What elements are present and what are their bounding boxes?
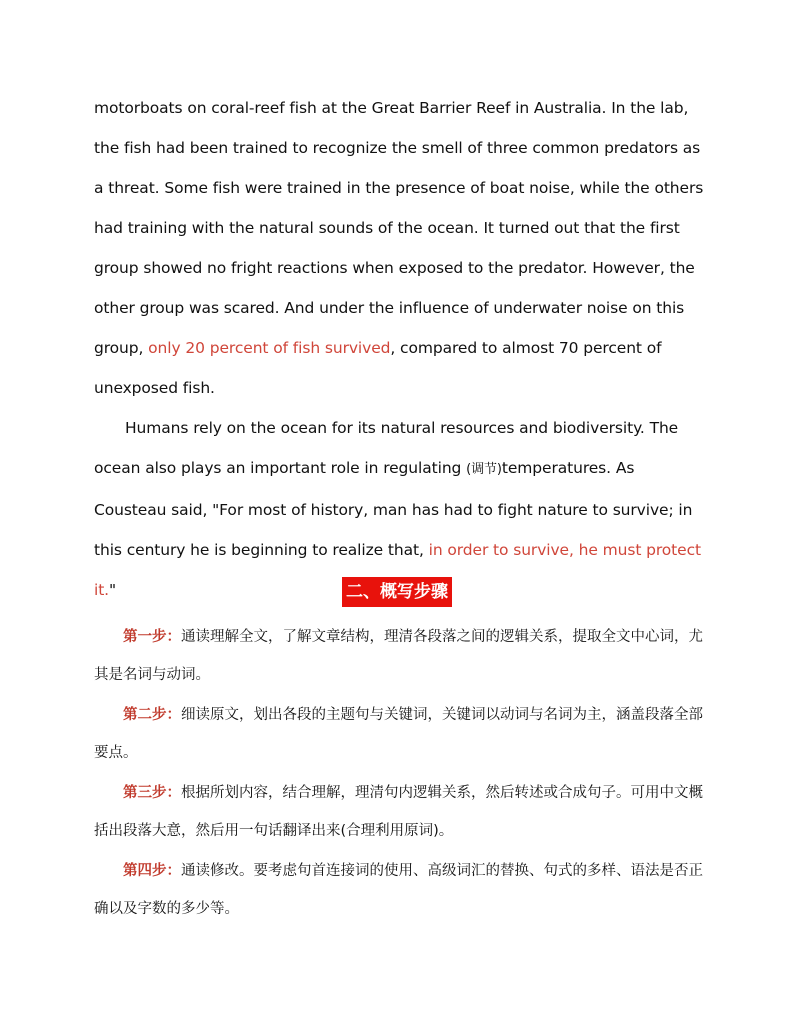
p1-text-b: , compared to almost 70 percent of unexposed fish. bbox=[94, 339, 662, 397]
step-item bbox=[94, 852, 706, 928]
step-item bbox=[94, 696, 706, 772]
step-label: 第四步： bbox=[123, 863, 181, 879]
step-label: 第一步： bbox=[123, 629, 181, 645]
english-passage bbox=[94, 88, 706, 610]
p1-text-a: motorboats on coral-reef fish at the Great Barrier Reef in Australia. In the lab, the fish had been trained to recognize the smell of three common predators as a threat. Some fish were trained in the presence of boat noise, while the others had training with the natural sounds of the ocean. It turned out that the first group showed no fright reactions when exposed to the predator. However, the other group was scared. And under the influence of underwater noise on this group, bbox=[94, 99, 704, 357]
step-text: 细读原文，划出各段的主题句与关键词，关键词以动词与名词为主，涵盖段落全部要点。 bbox=[94, 707, 703, 761]
passage-paragraph-1 bbox=[94, 88, 706, 408]
steps-list bbox=[94, 618, 706, 930]
step-text: 通读理解全文，了解文章结构，理清各段落之间的逻辑关系，提取全文中心词，尤其是名词与动词。 bbox=[94, 629, 703, 683]
step-item bbox=[94, 618, 706, 694]
p2-text-b: temperatures. As Cousteau said, "For most of history, man has had to fight nature to survive; in this century he is beginning to realize that, bbox=[94, 459, 693, 559]
p2-highlight: in order to survive, he must protect it. bbox=[94, 541, 701, 599]
section-heading: 二、概写步骤 bbox=[342, 577, 452, 607]
p2-text-a: Humans rely on the ocean for its natural resources and biodiversity. The ocean also plays an important role in regulating bbox=[94, 419, 679, 477]
p1-highlight: only 20 percent of fish survived bbox=[148, 339, 391, 357]
step-label: 第二步： bbox=[123, 707, 181, 723]
p2-gloss: (调节) bbox=[466, 462, 502, 477]
step-label: 第三步： bbox=[123, 785, 181, 801]
step-text: 通读修改。要考虑句首连接词的使用、高级词汇的替换、句式的多样、语法是否正确以及字数的多少等。 bbox=[94, 863, 703, 917]
step-item bbox=[94, 774, 706, 850]
p2-text-end: " bbox=[109, 581, 117, 599]
step-text: 根据所划内容，结合理解，理清句内逻辑关系，然后转述或合成句子。可用中文概括出段落大意，然后用一句话翻译出来(合理利用原词)。 bbox=[94, 785, 703, 839]
section-heading-wrap bbox=[0, 577, 794, 607]
